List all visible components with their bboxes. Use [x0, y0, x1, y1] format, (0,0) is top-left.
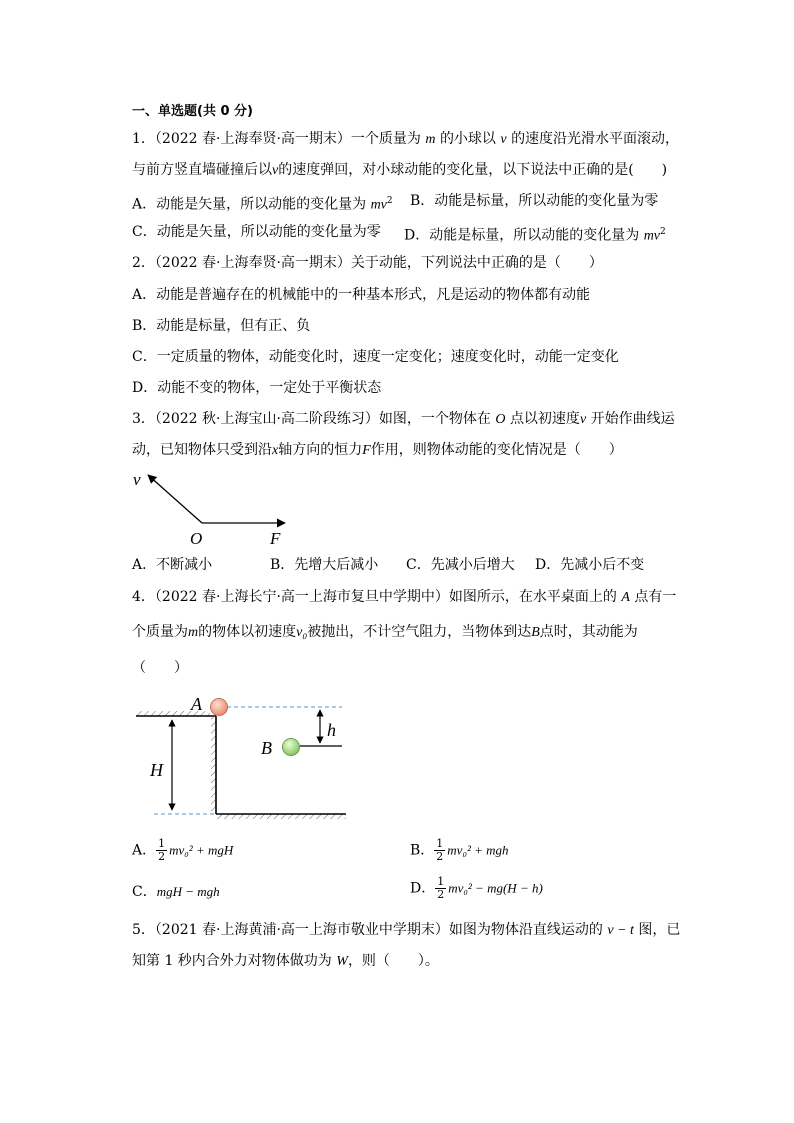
q2-option-b[interactable]: B．动能是标量，但有正、负: [132, 318, 311, 334]
question-2-line-1: 2．（2022 春·上海奉贤·高一期末）关于动能，下列说法中正确的是（ ）: [132, 255, 603, 271]
q3-option-b[interactable]: B．先增大后减小: [270, 557, 379, 573]
q1-option-b[interactable]: B．动能是标量，所以动能的变化量为零: [410, 193, 659, 209]
q3-option-a[interactable]: A．不断减小: [132, 557, 213, 573]
label-B: B: [261, 738, 272, 758]
q3-option-d[interactable]: D．先减小后不变: [535, 557, 645, 573]
velocity-vector: [148, 475, 202, 523]
q2-option-d[interactable]: D．动能不变的物体，一定处于平衡状态: [132, 380, 382, 396]
q4-option-c[interactable]: C．mgH − mgh: [132, 884, 220, 900]
q3-velocity-force-diagram: [130, 465, 300, 550]
question-1-line-1: 1．（2022 春·上海奉贤·高一期末）一个质量为 m 的小球以 v 的速度沿光滑水平面滚动，: [132, 131, 680, 147]
question-3-line-2: 动，已知物体只受到沿x轴方向的恒力F作用，则物体动能的变化情况是（ ）: [132, 442, 623, 458]
q1-option-a[interactable]: A．动能是矢量，所以动能的变化量为 $mv^2$: [132, 196, 393, 213]
section-title: 一、单选题(共 0 分): [132, 104, 253, 119]
fraction-one-half: $\frac{1}{2}$: [437, 875, 445, 901]
q1-option-d[interactable]: D．动能是标量，所以动能的变化量为 $mv^2$: [404, 227, 666, 244]
q4-projectile-diagram: [134, 690, 349, 825]
fraction-one-half: $\frac{1}{2}$: [436, 837, 444, 863]
label-A: A: [191, 694, 202, 714]
q3-option-c[interactable]: C．先减小后增大: [406, 557, 515, 573]
question-4-line-3: （ ）: [132, 660, 188, 676]
question-4-line-2: 个质量为m的物体以初速度v₀被抛出，不计空气阻力，当物体到达B点时，其动能为: [132, 624, 638, 640]
ball-B: [283, 739, 300, 756]
ball-A: [211, 699, 228, 716]
question-5-line-1: 5．（2021 春·上海黄浦·高一上海市敬业中学期末）如图为物体沿直线运动的 v − t 图，已: [132, 922, 681, 938]
q2-option-c[interactable]: C．一定质量的物体，动能变化时，速度一定变化；速度变化时，动能一定变化: [132, 349, 619, 365]
label-H: H: [150, 760, 163, 780]
q4-option-b[interactable]: B． $\frac{1}{2}$ mv₀² + mgh: [410, 837, 509, 863]
label-h: h: [327, 720, 336, 740]
label-o: O: [190, 529, 203, 548]
q2-option-a[interactable]: A．动能是普遍存在的机械能中的一种基本形式，凡是运动的物体都有动能: [132, 287, 591, 303]
fraction-one-half: $\frac{1}{2}$: [158, 837, 166, 863]
question-5-line-2: 知第 1 秒内合外力对物体做功为 W，则（ ）。: [132, 953, 439, 969]
question-4-line-1: 4．（2022 春·上海长宁·高一上海市复旦中学期中）如图所示，在水平桌面上的 A 点有一: [132, 589, 677, 605]
label-f: F: [270, 529, 281, 548]
q4-option-a[interactable]: A． $\frac{1}{2}$ mv₀² + mgH: [132, 837, 234, 863]
question-3-line-1: 3．（2022 秋·上海宝山·高二阶段练习）如图，一个物体在 O 点以初速度v 开始作曲线运: [132, 411, 675, 427]
q4-option-d[interactable]: D． $\frac{1}{2}$ mv₀² − mg(H − h): [410, 875, 543, 901]
label-v: v: [133, 470, 141, 489]
q1-option-c[interactable]: C．动能是矢量，所以动能的变化量为零: [132, 224, 381, 240]
question-1-line-2: 与前方竖直墙碰撞后以v的速度弹回，对小球动能的变化量，以下说法中正确的是( ): [132, 162, 668, 178]
